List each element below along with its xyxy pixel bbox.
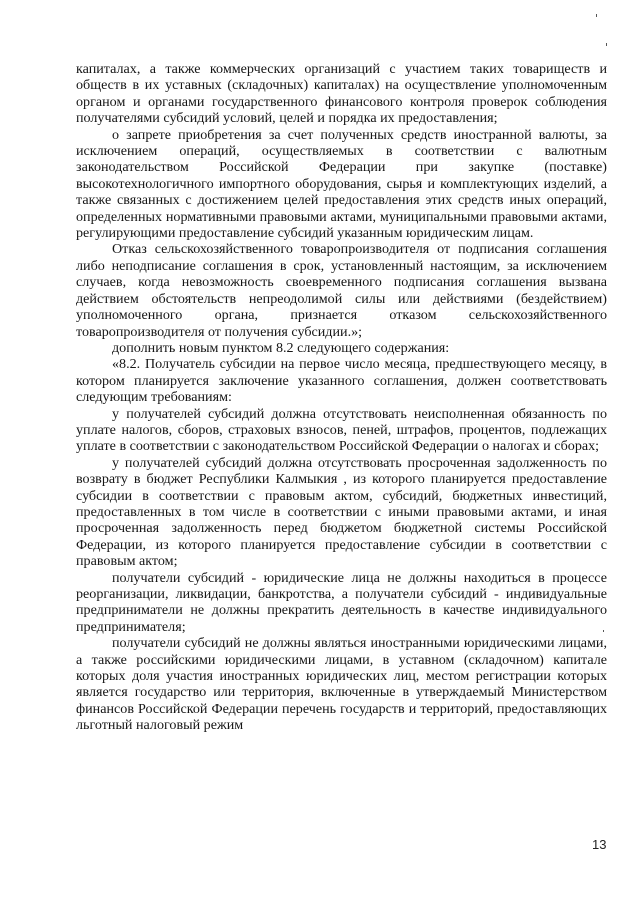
scan-speck: [603, 630, 604, 632]
paragraph-1: капиталах, а также коммерческих организаций с участием таких товариществ и обществ в их уставных (складочных) капиталах) на осуществление уполномоченным органом и органами государственного финансового контроля проверок соблюдения получателями субсидий условий, целей и порядка их предоставления;: [76, 61, 607, 127]
paragraph-3: Отказ сельскохозяйственного товаропроизводителя от подписания соглашения либо неподписание соглашения в срок, установленный настоящим, за исключением случаев, когда невозможность своевременного подписания соглашения вызвана действием обстоятельств непреодолимой силы или действиями (бездействием) уполномоченного органа, признается отказом сельскохозяйственного товаропроизводителя от получения субсидии.»;: [76, 241, 607, 340]
paragraph-9: получатели субсидий не должны являться иностранными юридическими лицами, а также российскими юридическими лицами, в уставном (складочном) капитале которых доля участия иностранных юридических лиц, местом регистрации которых является государство или территория, включенные в утверждаемый Министерством финансов Российской Федерации перечень государств и территорий, предоставляющих льготный налоговый режим: [76, 635, 607, 734]
paragraph-7: у получателей субсидий должна отсутствовать просроченная задолженность по возврату в бюджет Республики Калмыкия , из которого планируется предоставление субсидии в соответствии с правовым актом, субсидий, бюджетных инвестиций, предоставленных в том числе в соответствии с иными правовыми актами, и иная просроченная задолженность перед бюджетом бюджетной системы Российской Федерации, из которого планируется предоставление субсидии в соответствии с правовым актом;: [76, 454, 607, 570]
paragraph-8: получатели субсидий - юридические лица не должны находиться в процессе реорганизации, ликвидации, банкротства, а получатели субсидий - индивидуальные предприниматели не должны прекратить деятельность в качестве индивидуального предпринимателя;: [76, 569, 607, 635]
paragraph-2: о запрете приобретения за счет полученных средств иностранной валюты, за исключением операций, осуществляемых в соответствии с валютным законодательством Российской Федерации при закупке (поставке) высокотехнологичного импортного оборудования, сырья и комплектующих изделий, а также связанных с достижением целей предоставления этих средств иных операций, определенных нормативными правовыми актами, муниципальными правовыми актами, регулирующими предоставление субсидий указанным юридическим лицам.: [76, 126, 607, 242]
scan-speck: [606, 43, 607, 46]
paragraph-6: у получателей субсидий должна отсутствовать неисполненная обязанность по уплате налогов, сборов, страховых взносов, пеней, штрафов, процентов, подлежащих уплате в соответствии с законодательством Российской Федерации о налогах и сборах;: [76, 405, 607, 455]
paragraph-5: «8.2. Получатель субсидии на первое число месяца, предшествующего месяцу, в котором планируется заключение указанного соглашения, должен соответствовать следующим требованиям:: [76, 356, 607, 406]
scan-speck: [596, 14, 597, 17]
paragraph-4: дополнить новым пунктом 8.2 следующего содержания:: [112, 339, 450, 356]
body-text: [76, 61, 607, 734]
page-number: 13: [592, 837, 607, 852]
